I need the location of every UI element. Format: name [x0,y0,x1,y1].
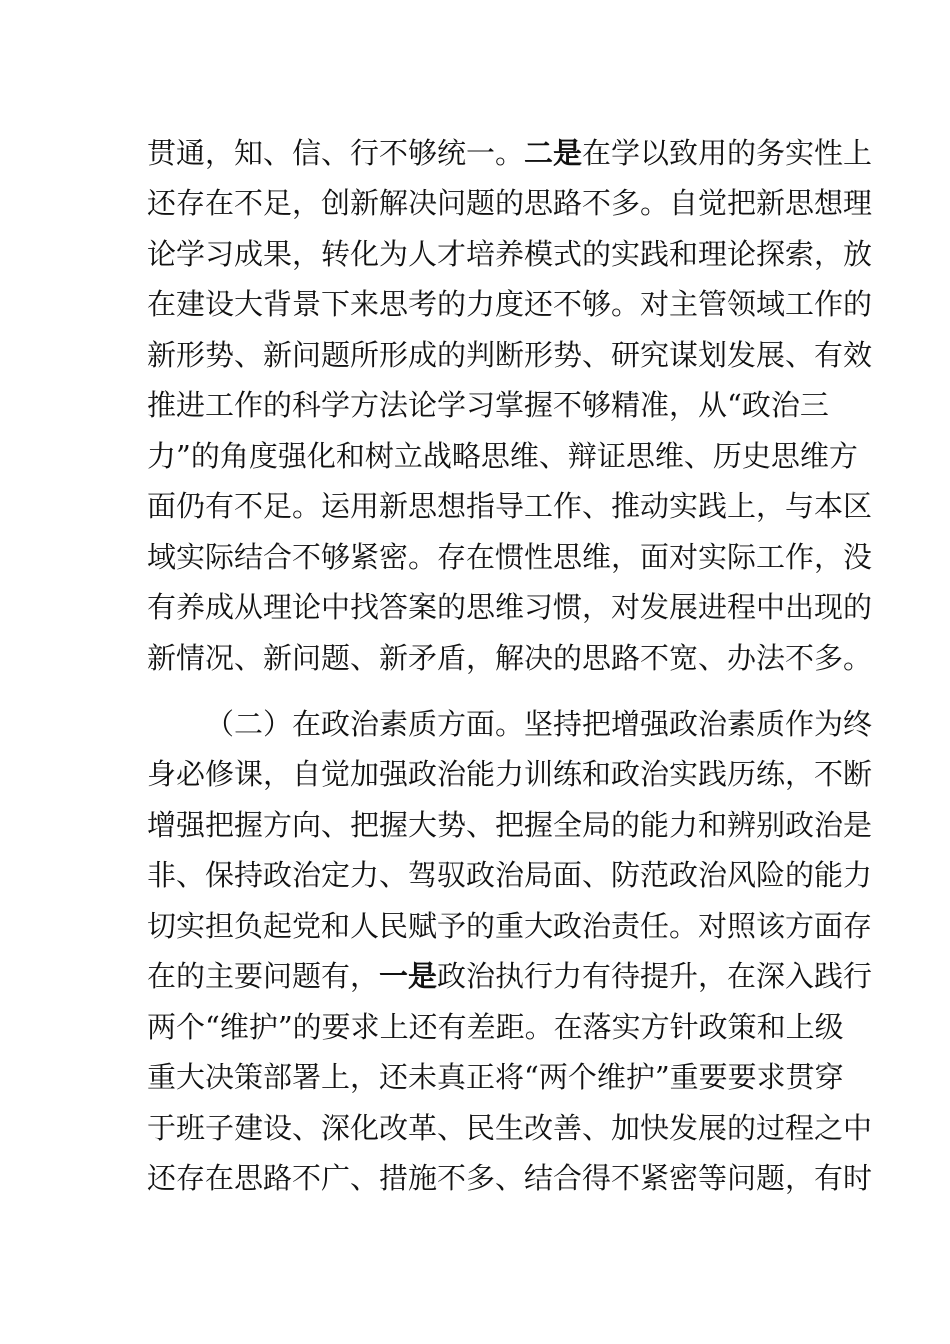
text-line: 非、保持政治定力、驾驭政治局面、防范政治风险的能力 [147,858,873,892]
text-line: 两个“维护”的要求上还有差距。在落实方针政策和上级 [147,1010,844,1044]
text-line: 切实担负起党和人民赋予的重大政治责任。对照该方面存 [147,909,873,943]
emphasis-label: 一是 [379,959,438,993]
text-line [147,130,873,176]
text-line: 在建设大背景下来思考的力度还不够。对主管领域工作的 [147,287,873,321]
text-line: 于班子建设、深化改革、民生改善、加快发展的过程之中 [147,1111,873,1145]
section-heading-line: （二）在政治素质方面。坚持把增强政治素质作为终 [205,707,873,741]
text-span: 政治执行力有待提升，在深入践行 [437,959,873,993]
text-line: 新形势、新问题所形成的判断形势、研究谋划发展、有效 [147,338,873,372]
text-line: 新情况、新问题、新矛盾，解决的思路不宽、办法不多。 [147,641,873,675]
text-span: 在的主要问题有， [147,959,380,993]
text-line: 论学习成果，转化为人才培养模式的实践和理论探索，放 [147,237,873,271]
text-line: 域实际结合不够紧密。存在惯性思维，面对实际工作，没 [147,540,873,574]
text-span: 贯通，知、信、行不够统一。 [147,136,525,170]
text-line: 还存在思路不广、措施不多、结合得不紧密等问题，有时 [147,1161,873,1195]
text-line [147,953,873,999]
text-line: 身必修课，自觉加强政治能力训练和政治实践历练，不断 [147,757,873,791]
text-line: 还存在不足，创新解决问题的思路不多。自觉把新思想理 [147,186,873,220]
emphasis-label: 二是 [524,136,583,170]
text-line: 增强把握方向、把握大势、把握全局的能力和辨别政治是 [147,808,873,842]
text-line: 面仍有不足。运用新思想指导工作、推动实践上，与本区 [147,489,873,523]
text-span: 在学以致用的务实性上 [582,136,873,170]
text-line: 力”的角度强化和树立战略思维、辩证思维、历史思维方 [147,439,858,473]
text-line: 推进工作的科学方法论学习掌握不够精准，从“政治三 [147,388,829,422]
text-line: 重大决策部署上，还未真正将“两个维护”重要要求贯穿 [147,1060,844,1094]
text-line: 有养成从理论中找答案的思维习惯，对发展进程中出现的 [147,590,873,624]
